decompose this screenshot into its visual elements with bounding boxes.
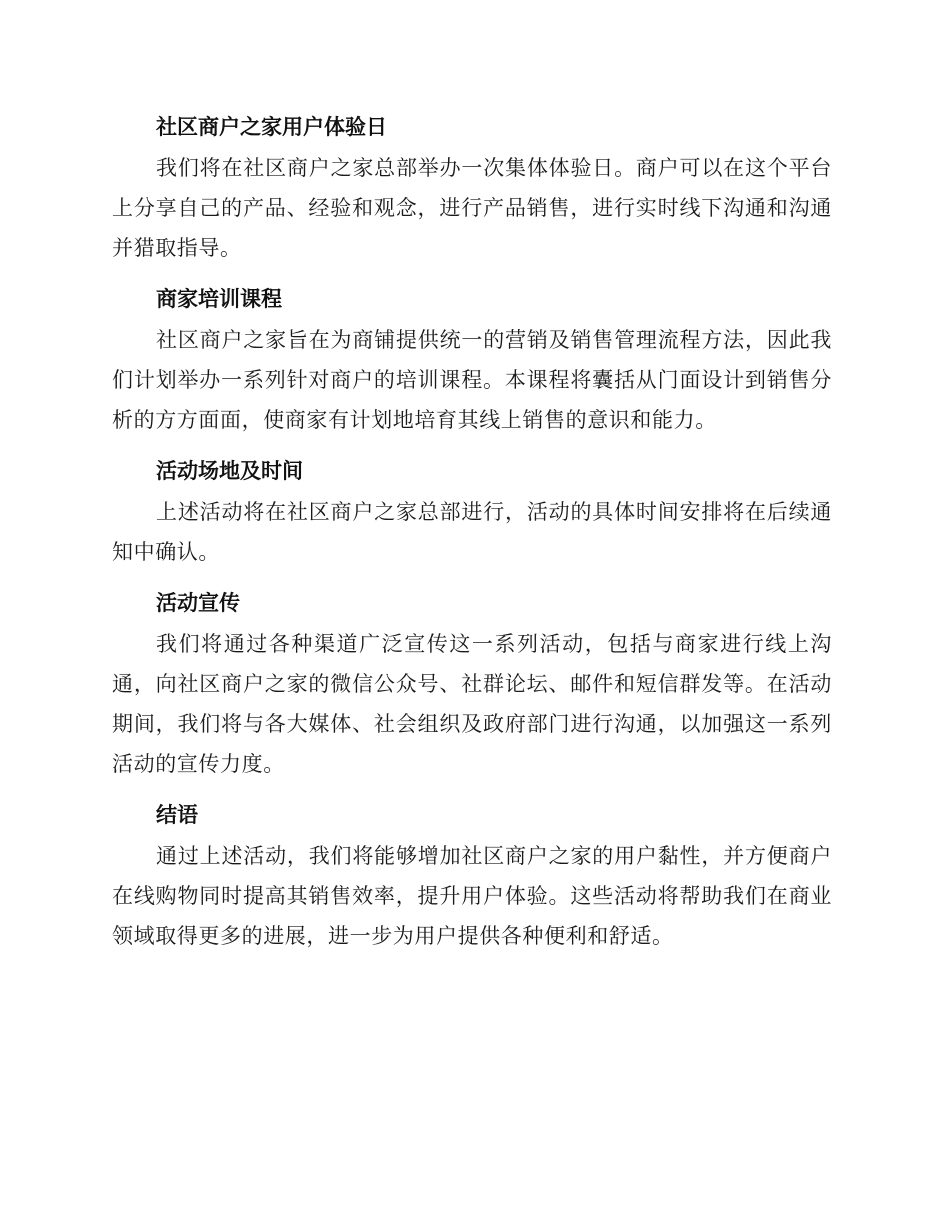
- section-heading: 结语: [156, 803, 198, 827]
- section-heading: 商家培训课程: [156, 287, 282, 311]
- section-heading: 社区商户之家用户体验日: [156, 115, 387, 139]
- section-heading: 活动宣传: [156, 591, 240, 615]
- section-paragraph: 上述活动将在社区商户之家总部进行，活动的具体时间安排将在后续通知中确认。: [112, 500, 832, 564]
- section-venue-and-time: [112, 450, 832, 572]
- section-paragraph: 我们将通过各种渠道广泛宣传这一系列活动，包括与商家进行线上沟通，向社区商户之家的微信公众号、社群论坛、邮件和短信群发等。在活动期间，我们将与各大媒体、社会组织及政府部门进行沟通，以加强这一系列活动的宣传力度。: [112, 632, 832, 776]
- section-merchant-training: [112, 278, 832, 440]
- document-content: [112, 106, 832, 966]
- section-conclusion: [112, 794, 832, 956]
- section-paragraph: 我们将在社区商户之家总部举办一次集体体验日。商户可以在这个平台上分享自己的产品、经验和观念，进行产品销售，进行实时线下沟通和沟通并猎取指导。: [112, 156, 832, 260]
- section-paragraph: 社区商户之家旨在为商铺提供统一的营销及销售管理流程方法，因此我们计划举办一系列针对商户的培训课程。本课程将囊括从门面设计到销售分析的方方面面，使商家有计划地培育其线上销售的意识和能力。: [112, 328, 832, 432]
- section-paragraph: 通过上述活动，我们将能够增加社区商户之家的用户黏性，并方便商户在线购物同时提高其销售效率，提升用户体验。这些活动将帮助我们在商业领域取得更多的进展，进一步为用户提供各种便利和舒适。: [112, 844, 832, 948]
- section-heading: 活动场地及时间: [156, 459, 303, 483]
- section-promotion: [112, 582, 832, 784]
- section-user-experience-day: [112, 106, 832, 268]
